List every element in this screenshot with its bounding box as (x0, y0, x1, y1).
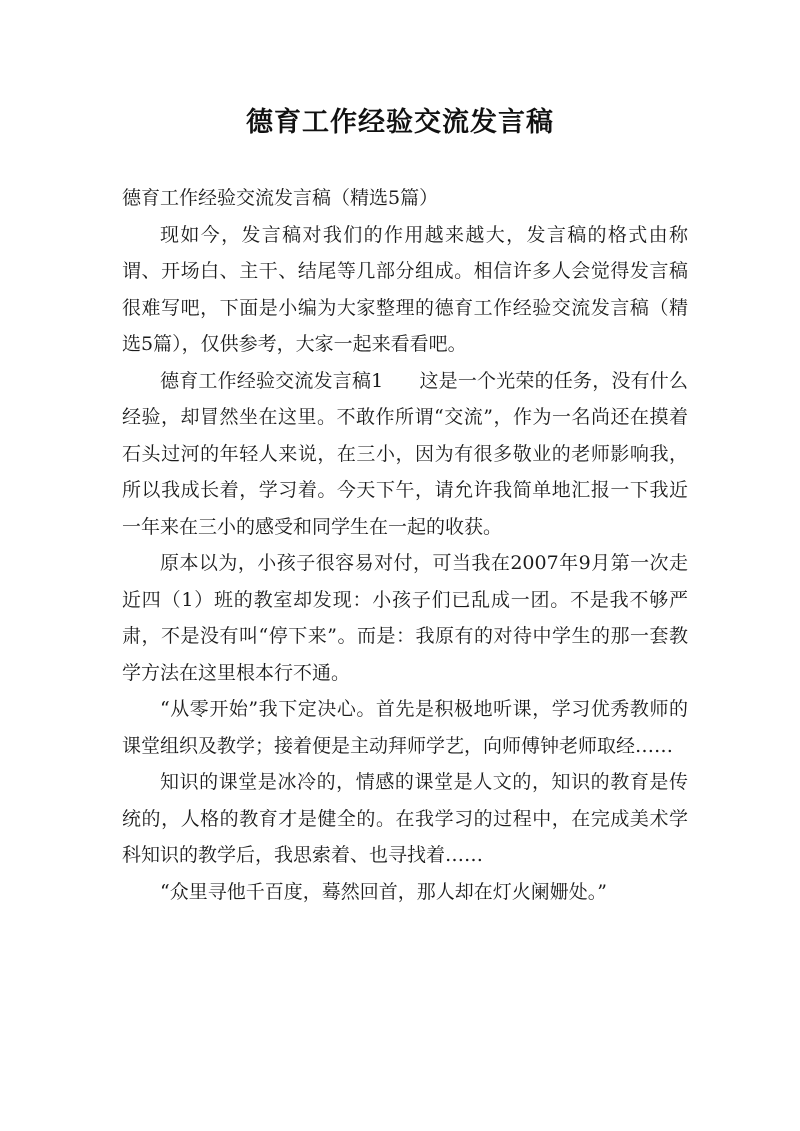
section1-text: 这是一个光荣的任务，没有什么经验，却冒然坐在这里。不敢作所谓“交流”，作为一名尚还在摸着石头过河的年轻人来说，在三小，因为有很多敬业的老师影响我，所以我成长着，学习着。今天下午，请允许我简单地汇报一下我近一年来在三小的感受和同学生在一起的收获。 (122, 369, 688, 538)
paragraph-3: “从零开始”我下定决心。首先是积极地听课，学习优秀教师的课堂组织及教学；接着便是主动拜师学艺，向师傅钟老师取经…… (122, 698, 688, 757)
paragraph-4: 知识的课堂是冰冷的，情感的课堂是人文的，知识的教育是传统的，人格的教育才是健全的。在我学习的过程中，在完成美术学科知识的教学后，我思索着、也寻找着…… (122, 771, 688, 866)
document-subtitle: 德育工作经验交流发言稿（精选5篇） (122, 187, 439, 209)
section1-paragraph (122, 363, 688, 546)
section1-heading: 德育工作经验交流发言稿1 (160, 369, 384, 392)
document-title: 德育工作经验交流发言稿 (246, 107, 554, 138)
paragraph-2: 原本以为，小孩子很容易对付，可当我在2007年9月第一次走近四（1）班的教室却发现：小孩子们已乱成一团。不是我不够严肃，不是没有叫“停下来”。而是：我原有的对待中学生的那一套教学方法在这里根本行不通。 (122, 552, 688, 684)
intro-paragraph: 现如今，发言稿对我们的作用越来越大，发言稿的格式由称谓、开场白、主干、结尾等几部分组成。相信许多人会觉得发言稿很难写吧，下面是小编为大家整理的德育工作经验交流发言稿（精选5篇），仅供参考，大家一起来看看吧。 (122, 223, 688, 355)
paragraph-5-quote: “众里寻他千百度，蓦然回首，那人却在灯火阑姗处。” (160, 880, 607, 903)
document-body (122, 180, 688, 910)
